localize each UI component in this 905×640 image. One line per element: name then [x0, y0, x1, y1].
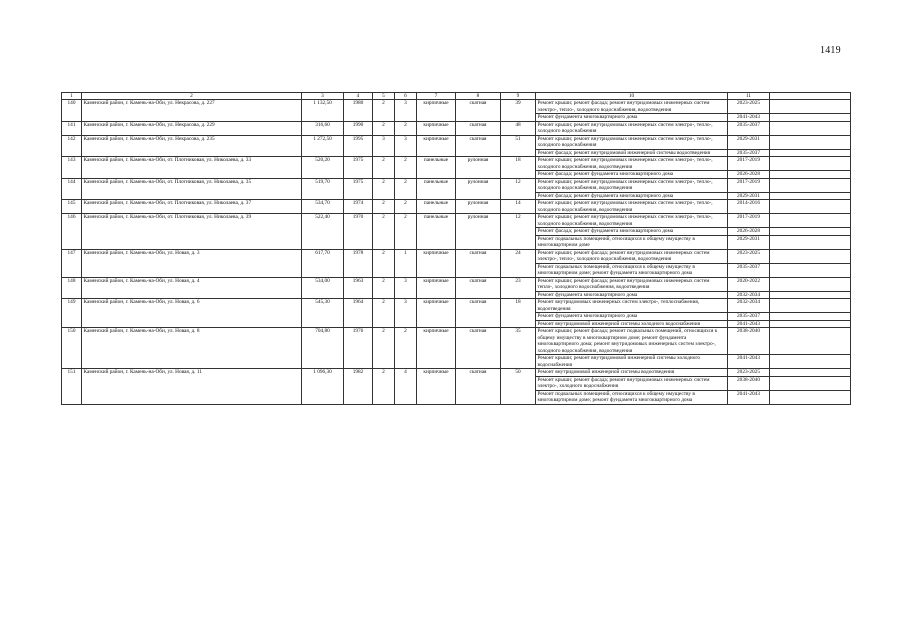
year-cell: 1978 — [344, 249, 373, 277]
row-number: 143 — [62, 157, 82, 179]
blank-cell — [770, 299, 851, 313]
repair-work-cell: Ремонт крыши; ремонт фасада; ремонт внутридомовых инженерных систем электро-, тепло-, холодного водоснабжения, водоотведения — [536, 249, 728, 263]
entrances-cell: 2 — [395, 214, 417, 250]
table-row — [62, 299, 851, 313]
row-number: 141 — [62, 121, 82, 135]
roof-type-cell: скатная — [456, 328, 501, 369]
blank-cell — [770, 249, 851, 263]
wall-material-cell: кирпичные — [417, 277, 456, 299]
floors-cell: 2 — [373, 328, 395, 369]
repair-period-cell: 2023-2025 — [728, 369, 770, 377]
repair-period-cell: 2035-2037 — [728, 149, 770, 157]
repair-period-cell: 2041-2043 — [728, 390, 770, 404]
year-cell: 1995 — [344, 135, 373, 157]
address-cell: Каменский район, г. Камень-на-Оби, ул. Новая, д. 6 — [82, 299, 302, 328]
entrances-cell: 2 — [395, 157, 417, 179]
address-cell: Каменский район, г. Камень-на-Оби, ул. Некрасова, д. 229 — [82, 121, 302, 135]
entrances-cell: 4 — [395, 369, 417, 405]
residents-cell: 48 — [501, 121, 536, 135]
address-cell: Каменский район, г. Камень-на-Оби, от. Плотниковая, ул. Николаева, д. 35 — [82, 178, 302, 200]
column-header: 2 — [82, 93, 302, 100]
repair-period-cell: 2026-2028 — [728, 228, 770, 236]
wall-material-cell: панельные — [417, 157, 456, 179]
row-number: 145 — [62, 200, 82, 214]
address-cell: Каменский район, г. Камень-на-Оби, ул. Некрасова, д. 227 — [82, 100, 302, 122]
repair-work-cell: Ремонт крыши; ремонт фасада; ремонт подвальных помещений, относящихся к общему имуществу в многоквартирном доме; ремонт фундамента многоквартирного дома; ремонт внутридомовых инженерных систем электро-, холодного водоснабжения, водоотведения — [536, 328, 728, 355]
repair-work-cell: Ремонт внутридомовых инженерных систем электро-, теплоснабжения, водоотведения — [536, 299, 728, 313]
residents-cell: 35 — [501, 328, 536, 369]
year-cell: 1990 — [344, 121, 373, 135]
year-cell: 1963 — [344, 277, 373, 299]
residents-cell: 18 — [501, 299, 536, 328]
roof-type-cell: скатная — [456, 369, 501, 405]
blank-cell — [770, 192, 851, 200]
wall-material-cell: панельные — [417, 200, 456, 214]
blank-cell — [770, 263, 851, 277]
area-cell: 316,60 — [302, 121, 344, 135]
repair-work-cell: Ремонт крыши; ремонт внутридомовых инженерных систем электро-, тепло-, холодного водоснабжения, водоотведения — [536, 157, 728, 171]
blank-cell — [770, 149, 851, 157]
repair-work-cell: Ремонт фасада; ремонт внутридомовой инженерной системы водоотведения — [536, 149, 728, 157]
wall-material-cell: кирпичные — [417, 328, 456, 369]
repair-work-cell: Ремонт крыши; ремонт фасада; ремонт внутридомовых инженерных систем электро-, тепло-, холодного водоснабжения, водоотведения — [536, 100, 728, 114]
wall-material-cell: кирпичные — [417, 121, 456, 135]
floors-cell: 2 — [373, 100, 395, 122]
floors-cell: 2 — [373, 200, 395, 214]
repair-work-cell: Ремонт крыши; ремонт внутридомовых инженерных систем электро-, тепло-, холодного водоснабжения, водоотведения — [536, 200, 728, 214]
floors-cell: 2 — [373, 369, 395, 405]
repair-work-cell: Ремонт крыши; ремонт внутридомовых инженерных систем электро-, тепло-, холодного водоснабжения — [536, 121, 728, 135]
repair-period-cell: 2038-2040 — [728, 376, 770, 390]
residents-cell: 18 — [501, 157, 536, 179]
area-cell: 522,40 — [302, 214, 344, 250]
row-number: 147 — [62, 249, 82, 277]
address-cell: Каменский район, г. Камень-на-Оби, от. Плотниковая, ул. Николаева, д. 39 — [82, 214, 302, 250]
wall-material-cell: панельные — [417, 214, 456, 250]
wall-material-cell: панельные — [417, 178, 456, 200]
area-cell: 534,70 — [302, 200, 344, 214]
roof-type-cell: скатная — [456, 100, 501, 122]
blank-cell — [770, 328, 851, 355]
repair-work-cell: Ремонт фасада; ремонт фундамента многоквартирного дома — [536, 228, 728, 236]
repair-period-cell: 2032-2034 — [728, 291, 770, 299]
floors-cell: 2 — [373, 157, 395, 179]
roof-type-cell: скатная — [456, 299, 501, 328]
blank-cell — [770, 235, 851, 249]
repair-period-cell: 2029-2031 — [728, 235, 770, 249]
blank-cell — [770, 171, 851, 179]
floors-cell: 2 — [373, 121, 395, 135]
entrances-cell: 3 — [395, 100, 417, 122]
wall-material-cell: кирпичные — [417, 135, 456, 157]
blank-cell — [770, 100, 851, 114]
column-header: 5 — [373, 93, 395, 100]
roof-type-cell: рулонная — [456, 200, 501, 214]
year-cell: 1975 — [344, 157, 373, 179]
entrances-cell: 3 — [395, 135, 417, 157]
repair-period-cell: 2041-2043 — [728, 114, 770, 122]
address-cell: Каменский район, г. Камень-на-Оби, ул. Новая, д. 3 — [82, 249, 302, 277]
repair-period-cell: 2035-2037 — [728, 313, 770, 321]
entrances-cell: 3 — [395, 299, 417, 328]
floors-cell: 2 — [373, 277, 395, 299]
year-cell: 1976 — [344, 328, 373, 369]
column-header: 11 — [728, 93, 770, 100]
repair-period-cell: 2035-2037 — [728, 263, 770, 277]
row-number: 149 — [62, 299, 82, 328]
column-header: 3 — [302, 93, 344, 100]
year-cell: 1975 — [344, 178, 373, 200]
repair-work-cell: Ремонт фасада; ремонт фундамента многоквартирного дома — [536, 171, 728, 179]
roof-type-cell: рулонная — [456, 214, 501, 250]
repair-period-cell: 2014-2016 — [728, 200, 770, 214]
column-header: 10 — [536, 93, 728, 100]
row-number: 144 — [62, 178, 82, 200]
roof-type-cell: рулонная — [456, 157, 501, 179]
year-cell: 1980 — [344, 100, 373, 122]
repair-work-cell: Ремонт внутридомовой инженерной системы холодного водоснабжения — [536, 320, 728, 328]
repair-work-cell: Ремонт фасада; ремонт фундамента многоквартирного дома — [536, 192, 728, 200]
area-cell: 534,00 — [302, 277, 344, 299]
address-cell: Каменский район, г. Камень-на-Оби, ул. Некрасова, д. 235 — [82, 135, 302, 157]
blank-cell — [770, 277, 851, 291]
table-row — [62, 328, 851, 355]
table-row — [62, 178, 851, 192]
column-header-row — [62, 93, 851, 100]
repair-work-cell: Ремонт крыши; ремонт внутридомовой инженерной системы холодного водоснабжения — [536, 355, 728, 369]
floors-cell: 2 — [373, 299, 395, 328]
repair-period-cell: 2029-2031 — [728, 135, 770, 149]
floors-cell: 2 — [373, 214, 395, 250]
wall-material-cell: кирпичные — [417, 249, 456, 277]
roof-type-cell: скатная — [456, 249, 501, 277]
blank-cell — [770, 390, 851, 404]
residents-cell: 12 — [501, 214, 536, 250]
row-number: 140 — [62, 100, 82, 122]
blank-cell — [770, 135, 851, 149]
entrances-cell: 2 — [395, 328, 417, 369]
repair-work-cell: Ремонт фундамента многоквартирного дома — [536, 114, 728, 122]
roof-type-cell: скатная — [456, 121, 501, 135]
repair-period-cell: 2023-2025 — [728, 249, 770, 263]
residents-cell: 24 — [501, 249, 536, 277]
repair-period-cell: 2041-2043 — [728, 355, 770, 369]
floors-cell: 2 — [373, 178, 395, 200]
repair-period-cell: 2017-2019 — [728, 214, 770, 228]
blank-cell — [770, 114, 851, 122]
repair-work-cell: Ремонт крыши; ремонт внутридомовых инженерных систем электро-, тепло-, холодного водоснабжения — [536, 135, 728, 149]
blank-cell — [770, 291, 851, 299]
floors-cell: 2 — [373, 249, 395, 277]
roof-type-cell: скатная — [456, 277, 501, 299]
repair-work-cell: Ремонт внутридомовой инженерной системы водоотведения — [536, 369, 728, 377]
column-header-blank — [770, 93, 851, 100]
blank-cell — [770, 313, 851, 321]
area-cell: 704,80 — [302, 328, 344, 369]
repair-work-cell: Ремонт подвальных помещений, относящихся к общему имуществу в многоквартирном доме; ремонт фундамента многоквартирного дома — [536, 390, 728, 404]
area-cell: 545,30 — [302, 299, 344, 328]
residents-cell: 23 — [501, 277, 536, 299]
blank-cell — [770, 320, 851, 328]
residents-cell: 50 — [501, 369, 536, 405]
row-number: 148 — [62, 277, 82, 299]
repair-period-cell: 2017-2019 — [728, 178, 770, 192]
repair-period-cell: 2035-2037 — [728, 121, 770, 135]
table-body — [62, 100, 851, 405]
entrances-cell: 1 — [395, 249, 417, 277]
table-row — [62, 214, 851, 228]
table-row — [62, 157, 851, 171]
address-cell: Каменский район, г. Камень-на-Оби, ул. Новая, д. 4 — [82, 277, 302, 299]
residents-cell: 12 — [501, 178, 536, 200]
year-cell: 1982 — [344, 369, 373, 405]
column-header: 1 — [62, 93, 82, 100]
housing-repair-table — [61, 92, 851, 405]
blank-cell — [770, 369, 851, 377]
repair-period-cell: 2023-2025 — [728, 100, 770, 114]
repair-period-cell: 2038-2040 — [728, 328, 770, 355]
entrances-cell: 2 — [395, 178, 417, 200]
address-cell: Каменский район, г. Камень-на-Оби, от. Плотниковая, ул. Николаева, д. 33 — [82, 157, 302, 179]
repair-work-cell: Ремонт крыши; ремонт внутридомовых инженерных систем электро-, тепло-, холодного водоснабжения, водоотведения — [536, 178, 728, 192]
column-header: 7 — [417, 93, 456, 100]
row-number: 146 — [62, 214, 82, 250]
area-cell: 617,70 — [302, 249, 344, 277]
year-cell: 1970 — [344, 214, 373, 250]
repair-period-cell: 2020-2022 — [728, 277, 770, 291]
year-cell: 1974 — [344, 200, 373, 214]
table-row — [62, 369, 851, 377]
blank-cell — [770, 228, 851, 236]
blank-cell — [770, 200, 851, 214]
repair-work-cell: Ремонт крыши; ремонт внутридомовых инженерных систем электро-, тепло-, холодного водоснабжения, водоотведения — [536, 214, 728, 228]
column-header: 6 — [395, 93, 417, 100]
repair-period-cell: 2029-2031 — [728, 192, 770, 200]
column-header: 9 — [501, 93, 536, 100]
repair-period-cell: 2032-2034 — [728, 299, 770, 313]
repair-period-cell: 2041-2043 — [728, 320, 770, 328]
roof-type-cell: скатная — [456, 135, 501, 157]
area-cell: 1 272,50 — [302, 135, 344, 157]
repair-work-cell: Ремонт подвальных помещений, относящихся к общему имуществу в многоквартирном доме — [536, 235, 728, 249]
area-cell: 1 132,50 — [302, 100, 344, 122]
blank-cell — [770, 178, 851, 192]
repair-work-cell: Ремонт крыши; ремонт фасада; ремонт внутридомовых инженерных систем тепло-, холодного водоснабжения, водоотведения — [536, 277, 728, 291]
repair-work-cell: Ремонт подвальных помещений, относящихся к общему имуществу в многоквартирном доме; ремонт фундамента многоквартирного дома — [536, 263, 728, 277]
table-row — [62, 135, 851, 149]
repair-period-cell: 2026-2028 — [728, 171, 770, 179]
area-cell: 519,70 — [302, 178, 344, 200]
table-row — [62, 121, 851, 135]
wall-material-cell: кирпичные — [417, 299, 456, 328]
address-cell: Каменский район, г. Камень-на-Оби, ул. Новая, д. 11 — [82, 369, 302, 405]
blank-cell — [770, 121, 851, 135]
wall-material-cell: кирпичные — [417, 369, 456, 405]
blank-cell — [770, 376, 851, 390]
table-row — [62, 249, 851, 263]
blank-cell — [770, 355, 851, 369]
table-row — [62, 200, 851, 214]
roof-type-cell: рулонная — [456, 178, 501, 200]
floors-cell: 3 — [373, 135, 395, 157]
wall-material-cell: кирпичные — [417, 100, 456, 122]
page-number: 1419 — [820, 45, 841, 56]
blank-cell — [770, 214, 851, 228]
address-cell: Каменский район, г. Камень-на-Оби, ул. Новая, д. 8 — [82, 328, 302, 369]
table-row — [62, 277, 851, 291]
area-cell: 520,20 — [302, 157, 344, 179]
entrances-cell: 2 — [395, 200, 417, 214]
column-header: 4 — [344, 93, 373, 100]
repair-work-cell: Ремонт крыши; ремонт фасада; ремонт внутридомовых инженерных систем электро-, холодного водоснабжения — [536, 376, 728, 390]
residents-cell: 14 — [501, 200, 536, 214]
residents-cell: 39 — [501, 100, 536, 122]
column-header: 8 — [456, 93, 501, 100]
year-cell: 1964 — [344, 299, 373, 328]
entrances-cell: 2 — [395, 121, 417, 135]
row-number: 151 — [62, 369, 82, 405]
blank-cell — [770, 157, 851, 171]
address-cell: Каменский район, г. Камень-на-Оби, от. Плотниковая, ул. Николаева, д. 37 — [82, 200, 302, 214]
repair-period-cell: 2017-2019 — [728, 157, 770, 171]
table-row — [62, 100, 851, 114]
entrances-cell: 3 — [395, 277, 417, 299]
repair-work-cell: Ремонт фундамента многоквартирного дома — [536, 313, 728, 321]
row-number: 150 — [62, 328, 82, 369]
row-number: 142 — [62, 135, 82, 157]
area-cell: 1 096,30 — [302, 369, 344, 405]
residents-cell: 51 — [501, 135, 536, 157]
repair-work-cell: Ремонт фундамента многоквартирного дома — [536, 291, 728, 299]
